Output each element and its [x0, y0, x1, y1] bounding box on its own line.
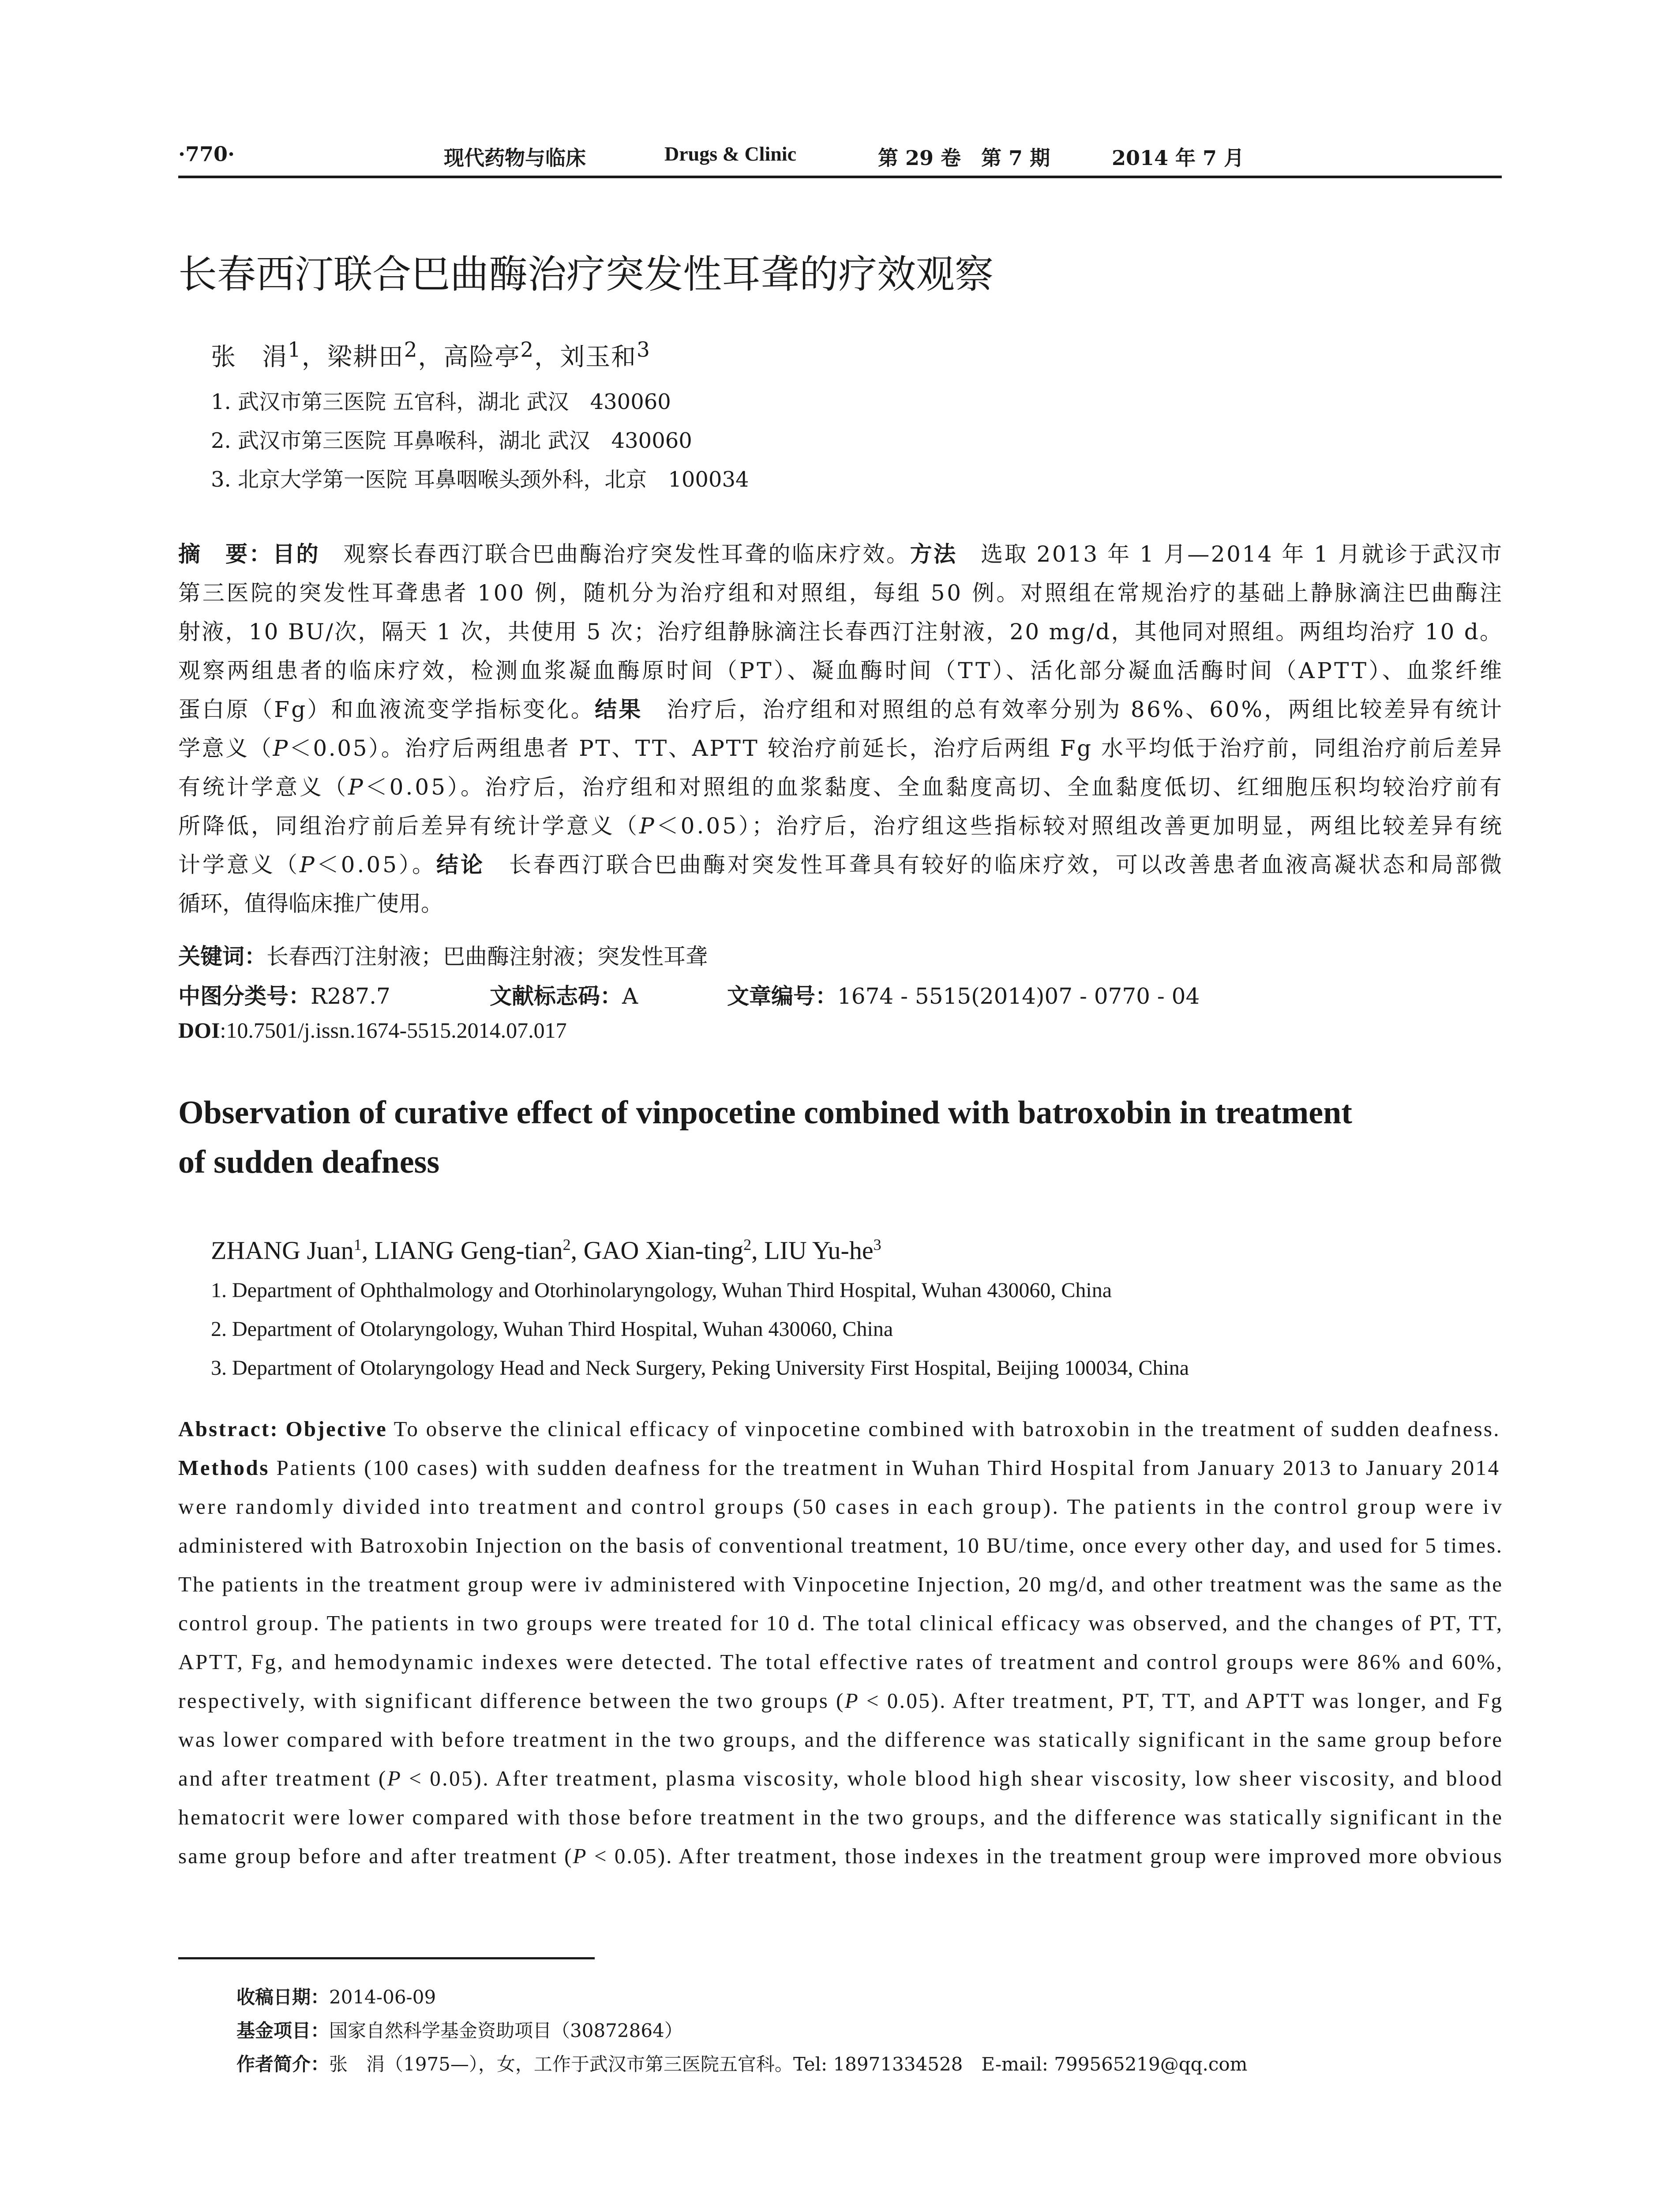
abstract-line	[178, 1494, 1504, 1519]
abstract-text: 学意义（	[178, 735, 273, 761]
abstract-text: The patients in the treatment group were iv administered with Vinpocetine Injection, 20 mg/d, and other treatment was the same as the	[178, 1572, 1503, 1596]
abstract-text: 有统计学意义（	[178, 774, 349, 800]
article-no-row	[727, 979, 1200, 1010]
abstract-line	[178, 1610, 1503, 1636]
abstract-text: same group before and after treatment (	[178, 1844, 573, 1868]
classification-row	[178, 979, 390, 1010]
author-affil-marker: 2	[520, 338, 535, 362]
abstract-text: and after treatment (	[178, 1766, 387, 1790]
author-name: 梁耕田	[327, 343, 404, 371]
footnote-row	[236, 2016, 683, 2043]
abstract-line	[178, 1455, 1500, 1480]
abstract-text: < 0.05). After treatment, plasma viscosity, whole blood high shear viscosity, low sheer viscosity, and blood	[402, 1766, 1504, 1790]
author-name: LIANG Geng-tian	[374, 1236, 563, 1265]
article-no-label: 文章编号：	[727, 983, 837, 1009]
author-name: 高险亭	[443, 343, 521, 371]
clc-value: R287.7	[311, 983, 390, 1009]
author-name: ZHANG Juan	[211, 1236, 354, 1265]
article-no-value: 1674 - 5515(2014)07 - 0770 - 04	[837, 983, 1200, 1009]
abstract-text: ＜0.05）。	[316, 852, 437, 878]
abstract-line	[178, 1727, 1503, 1752]
abstract-line	[178, 692, 1504, 724]
abstract-line	[178, 1843, 1503, 1868]
footnote-label: 基金项目：	[236, 2020, 330, 2041]
authors-cn: 张 涓$^1$，梁耕田$^2$，高险亭$^2$，刘玉和$^3$	[211, 338, 651, 371]
abstract-text: 观察两组患者的临床疗效，检测血浆凝血酶原时间（PT）、凝血酶时间（TT）、活化部分凝血活酶时间（APTT）、血浆纤维	[178, 658, 1504, 683]
page-number: ·770·	[178, 142, 235, 166]
abstract-text: ＜0.05）。治疗后两组患者 PT、TT、APTT 较治疗前延长，治疗后两组 Fg 水平均低于治疗前，同组治疗前后差异	[289, 735, 1504, 761]
abstract-text: < 0.05). After treatment, those indexes in the treatment group were improved more obvious	[587, 1844, 1504, 1868]
p-value-symbol: P	[300, 852, 317, 878]
p-value-symbol: P	[844, 1688, 860, 1713]
abstract-line	[178, 1649, 1504, 1674]
journal-name-en: Drugs & Clinic	[664, 143, 796, 165]
author-affil-marker: 1	[353, 1236, 362, 1253]
doi-label: DOI	[178, 1018, 220, 1043]
abstract-text: < 0.05). After treatment, PT, TT, and APTT was longer, and Fg	[859, 1688, 1504, 1713]
title-cn: 长春西汀联合巴曲酶治疗突发性耳聋的疗效观察	[178, 251, 994, 297]
abstract-text: was lower compared with before treatment in the two groups, and the difference was statically significant in the same group before	[178, 1727, 1504, 1752]
abstract-text: control group. The patients in two groups were treated for 10 d. The total clinical efficacy was observed, and the changes of PT, TT,	[178, 1611, 1504, 1635]
doi-row	[178, 1017, 567, 1043]
abstract-text: were randomly divided into treatment and control groups (50 cases in each group). The patients in the control group were iv	[178, 1494, 1504, 1519]
affiliation-cn-1: 1. 武汉市第三医院 五官科，湖北 武汉 430060	[211, 390, 671, 414]
abstract-text: hematocrit were lower compared with those before treatment in the two groups, and the difference was statically significant in the	[178, 1805, 1504, 1829]
abstract-text: APTT, Fg, and hemodynamic indexes were detected. The total effective rates of treatment and control groups were 86% and 60%,	[178, 1650, 1504, 1674]
p-value-symbol: P	[387, 1766, 402, 1790]
abstract-heading: 结论	[436, 852, 485, 878]
abstract-heading: 摘 要：目的	[178, 541, 320, 567]
abstract-text: 计学意义（	[178, 852, 300, 878]
abstract-text: 所降低，同组治疗前后差异有统计学意义（	[178, 813, 640, 839]
p-value-symbol: P	[348, 774, 365, 800]
keywords-cn	[178, 939, 708, 971]
affiliation-en-3: 3. Department of Otolaryngology Head and Neck Surgery, Peking University First Hospital, Beijing 100034, China	[211, 1356, 1189, 1380]
abstract-heading: Methods	[178, 1456, 270, 1480]
abstract-line	[178, 1766, 1504, 1791]
abstract-text: ＜0.05）；治疗后，治疗组这些指标较对照组改善更加明显，两组比较差异有统	[656, 813, 1504, 839]
abstract-line	[178, 575, 1504, 607]
abstract-heading: Abstract: Objective	[178, 1417, 388, 1441]
journal-name-cn: 现代药物与临床	[444, 146, 586, 170]
author-affil-marker: 2	[743, 1236, 752, 1253]
abstract-line	[178, 886, 443, 918]
authors-en: ZHANG Juan$^1$, LIANG Geng-tian$^2$, GAO Xian-ting$^2$, LIU $Yu-he^3$	[211, 1236, 881, 1265]
abstract-text: 蛋白原（Fg）和血液流变学指标变化。	[178, 697, 595, 722]
doc-code-value: A	[622, 983, 638, 1009]
footnote-text: 张 涓（1975—），女，工作于武汉市第三医院五官科。Tel: 18971334528 E-mail: 799565219@qq.com	[329, 2053, 1248, 2075]
footnote-label: 收稿日期：	[236, 1986, 330, 2008]
abstract-text: 循环，值得临床推广使用。	[178, 891, 443, 916]
abstract-line	[178, 1805, 1504, 1830]
abstract-text: To observe the clinical efficacy of vinpocetine combined with batroxobin in the treatment of sudden deafness.	[387, 1417, 1500, 1441]
affiliation-en-2: 2. Department of Otolaryngology, Wuhan Third Hospital, Wuhan 430060, China	[211, 1317, 893, 1341]
author-affil-marker: 2	[404, 338, 418, 362]
author-affil-marker: 3	[637, 338, 651, 362]
p-value-symbol: P	[273, 735, 289, 761]
abstract-text: 第三医院的突发性耳聋患者 100 例，随机分为治疗组和对照组，每组 50 例。对照组在常规治疗的基础上静脉滴注巴曲酶注	[178, 580, 1504, 606]
abstract-line	[178, 614, 1503, 646]
clc-label: 中图分类号：	[178, 983, 311, 1009]
abstract-text: Patients (100 cases) with sudden deafness for the treatment in Wuhan Third Hospital from January 2013 to January 2014	[269, 1456, 1500, 1480]
doc-code-label: 文献标志码：	[490, 983, 622, 1009]
issue-date: 2014 年 7 月	[1112, 146, 1245, 170]
abstract-text: 射液，10 BU/次，隔天 1 次，共使用 5 次；治疗组静脉滴注长春西汀注射液，20 mg/d，其他同对照组。两组均治疗 10 d。	[178, 619, 1504, 645]
abstract-line	[178, 653, 1504, 685]
footnote-row	[236, 2050, 1248, 2076]
abstract-heading: 方法	[910, 541, 957, 567]
author-name: 刘玉和	[560, 343, 637, 371]
footnote-label: 作者简介：	[236, 2053, 330, 2075]
abstract-text: 治疗后，治疗组和对照组的总有效率分别为 86%、60%，两组比较差异有统计	[642, 697, 1504, 722]
affiliation-cn-2: 2. 武汉市第三医院 耳鼻喉科，湖北 武汉 430060	[211, 428, 692, 453]
abstract-line	[178, 536, 1504, 568]
abstract-text: 长春西汀联合巴曲酶对突发性耳聋具有较好的临床疗效，可以改善患者血液高凝状态和局部微	[485, 852, 1504, 878]
abstract-line	[178, 1416, 1500, 1441]
abstract-line	[178, 847, 1504, 879]
author-affil-marker: 3	[873, 1236, 881, 1253]
keywords-label: 关键词：	[178, 944, 266, 969]
title-en-line-2: of sudden deafness	[178, 1144, 440, 1180]
abstract-heading: 结果	[595, 697, 643, 722]
author-name: GAO Xian-ting	[583, 1236, 744, 1265]
author-affil-marker: 1	[288, 338, 302, 362]
abstract-text: respectively, with significant difference between the two groups (	[178, 1688, 845, 1713]
abstract-text: administered with Batroxobin Injection on the basis of conventional treatment, 10 BU/time, once every other day, and used for 5 times.	[178, 1533, 1503, 1557]
footnote-rule	[178, 1957, 595, 1959]
p-value-symbol: P	[573, 1844, 588, 1868]
title-en-line-1: Observation of curative effect of vinpocetine combined with batroxobin in treatment	[178, 1095, 1352, 1131]
abstract-line	[178, 1572, 1503, 1597]
doi-value: :10.7501/j.issn.1674-5515.2014.07.017	[220, 1018, 567, 1043]
author-name: LIU Yu-he	[764, 1236, 874, 1265]
doc-code-row	[490, 979, 638, 1010]
footnote-row	[236, 1983, 436, 2009]
footnote-text: 2014-06-09	[329, 1986, 436, 2008]
abstract-text: 观察长春西汀联合巴曲酶治疗突发性耳聋的临床疗效。	[320, 541, 910, 567]
abstract-line	[178, 769, 1504, 801]
abstract-text: ＜0.05）。治疗后，治疗组和对照组的血浆黏度、全血黏度高切、全血黏度低切、红细胞压积均较治疗前有	[365, 774, 1504, 800]
affiliation-en-1: 1. Department of Ophthalmology and Otorhinolaryngology, Wuhan Third Hospital, Wuhan 430060, China	[211, 1279, 1112, 1302]
p-value-symbol: P	[639, 813, 656, 839]
author-name: 张 涓	[211, 343, 288, 371]
issue-info: 第 29 卷 第 7 期	[878, 146, 1050, 170]
author-affil-marker: 2	[562, 1236, 571, 1253]
abstract-line	[178, 1688, 1503, 1713]
footnote-text: 国家自然科学基金资助项目（30872864）	[329, 2020, 683, 2041]
keywords-value: 长春西汀注射液；巴曲酶注射液；突发性耳聋	[266, 944, 708, 969]
abstract-text: 选取 2013 年 1 月—2014 年 1 月就诊于武汉市	[957, 541, 1504, 567]
header-rule	[178, 176, 1502, 178]
affiliation-cn-3: 3. 北京大学第一医院 耳鼻咽喉头颈外科，北京 100034	[211, 467, 749, 492]
abstract-line	[178, 731, 1504, 762]
abstract-line	[178, 1533, 1503, 1558]
abstract-line	[178, 808, 1504, 840]
